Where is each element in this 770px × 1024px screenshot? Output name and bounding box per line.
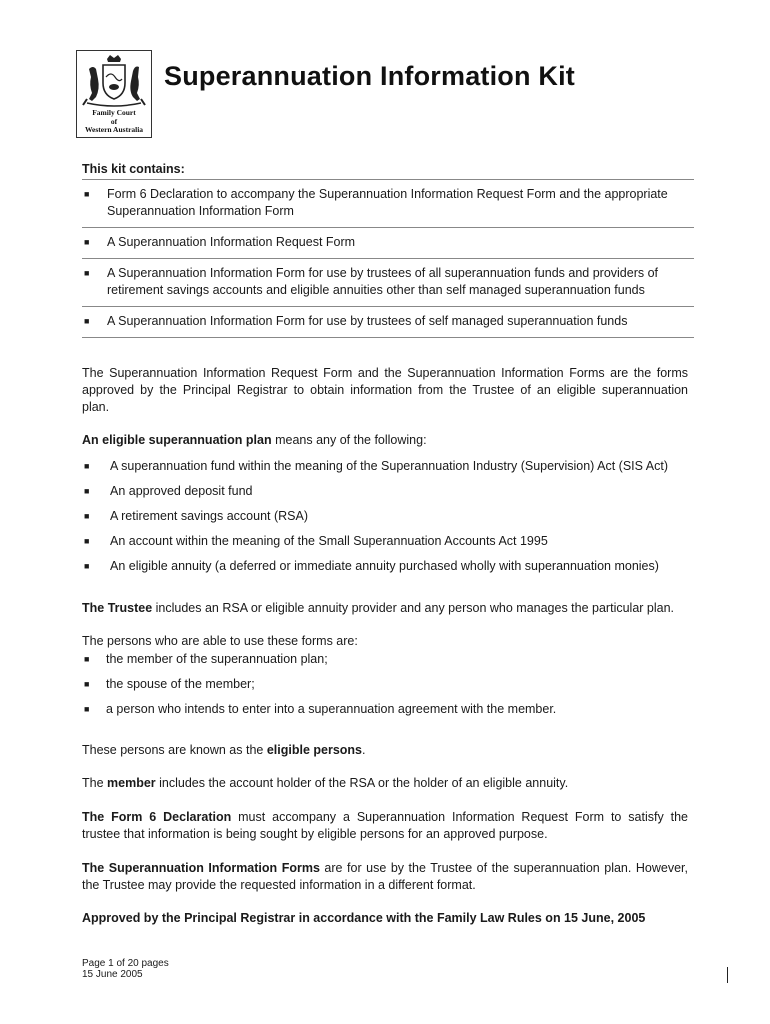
bullet-icon: ■ [84,268,90,278]
list-item [82,651,692,668]
page-number: Page 1 of 20 pages [82,958,169,969]
kit-contents-heading: This kit contains: [82,162,185,176]
member-definition [82,775,688,792]
eligible-persons-definition [82,742,688,759]
list-item-line: A Superannuation Information Form for use by trustees of all superannuation funds and providers of [107,266,659,280]
bullet-icon: ■ [84,679,90,689]
margin-divider [727,967,728,983]
list-item-text: A superannuation fund within the meaning of the Superannuation Industry (Supervision) Act (SIS Act) [110,459,668,473]
definition-text: . [362,743,366,757]
list-item-line: Form 6 Declaration to accompany the Superannuation Information Request Form and the appropriate [107,187,668,201]
list-item [82,259,694,307]
list-item-text: the member of the superannuation plan; [106,652,328,666]
list-item [82,701,692,718]
definition-text: These persons are known as the [82,743,267,757]
definition-text: must accompany a Superannuation Information Request Form to satisfy the [231,810,688,824]
defined-term: The Superannuation Information Forms [82,861,320,875]
eligible-plan-list [82,458,692,575]
defined-term: member [107,776,156,790]
bullet-icon: ■ [84,189,90,199]
bullet-icon: ■ [84,654,90,664]
list-item-text: An eligible annuity (a deferred or immediate annuity purchased wholly with superannuation monies) [110,559,659,573]
bullet-icon: ■ [84,561,90,571]
court-name [77,109,151,135]
approval-statement: Approved by the Principal Registrar in accordance with the Family Law Rules on 15 June, 2005 [82,911,646,925]
definition-line: trustee that information is being sought by eligible persons for an approved purpose. [82,827,548,841]
intro-line: The Superannuation Information Request Form and the Superannuation Information Forms are the forms [82,366,688,380]
court-name-line1: Family Court [92,108,136,117]
list-item [82,180,694,228]
bullet-icon: ■ [84,486,90,496]
definition-text: includes an RSA or eligible annuity provider and any person who manages the particular plan. [152,601,675,615]
intro-paragraph [82,365,688,416]
eligible-persons-list [82,651,692,718]
intro-line: plan. [82,400,110,414]
definition-text: includes the account holder of the RSA or the holder of an eligible annuity. [155,776,569,790]
footer-date: 15 June 2005 [82,969,143,980]
list-item [82,483,692,500]
bullet-icon: ■ [84,316,90,326]
bullet-icon: ■ [84,704,90,714]
definition-text: are for use by the Trustee of the superannuation plan. However, [319,861,688,875]
list-item [82,558,692,575]
kit-contents-list [82,179,694,338]
bullet-icon: ■ [84,237,90,247]
defined-term: eligible persons [266,743,362,757]
page-title: Superannuation Information Kit [164,61,575,91]
trustee-definition [82,600,688,617]
list-item-line: A Superannuation Information Request Form [107,235,356,249]
list-item [82,676,692,693]
definition-line [82,809,688,826]
defined-term: The Form 6 Declaration [82,810,232,824]
bullet-icon: ■ [84,461,90,471]
list-item [82,533,692,550]
definition-line: the Trustee may provide the requested information in a different format. [82,878,476,892]
list-item-text: the spouse of the member; [106,677,255,691]
list-item [82,458,692,475]
list-item [82,508,692,525]
definition-text: The [82,776,108,790]
intro-line: approved by the Principal Registrar to obtain information from the Trustee of an eligible superannuation [82,383,688,397]
list-item-text: A retirement savings account (RSA) [110,509,308,523]
list-item-text: An account within the meaning of the Small Superannuation Accounts Act 1995 [110,534,548,548]
court-name-line3: Western Australia [84,125,144,135]
list-item-line: Superannuation Information Form [107,204,294,218]
list-item-line: A Superannuation Information Form for use by trustees of self managed superannuation funds [107,314,628,328]
page-footer [82,958,169,980]
form6-definition [82,809,688,843]
list-item [82,228,694,259]
list-item-text: a person who intends to enter into a superannuation agreement with the member. [106,702,557,716]
court-name-line2: of [110,116,118,126]
persons-intro: The persons who are able to use these forms are: [82,634,358,648]
definition-text: means any of the following: [271,433,427,447]
bullet-icon: ■ [84,511,90,521]
list-item-line: retirement savings accounts and eligible annuities other than self managed superannuation funds [107,283,645,297]
eligible-plan-definition [82,432,688,449]
list-item-text: An approved deposit fund [110,484,253,498]
coat-of-arms-icon [81,53,147,109]
info-forms-definition [82,860,688,894]
bullet-icon: ■ [84,536,90,546]
definition-line [82,860,688,877]
defined-term: An eligible superannuation plan [82,433,272,447]
defined-term: The Trustee [82,601,153,615]
court-crest-logo [76,50,152,138]
list-item [82,307,694,338]
